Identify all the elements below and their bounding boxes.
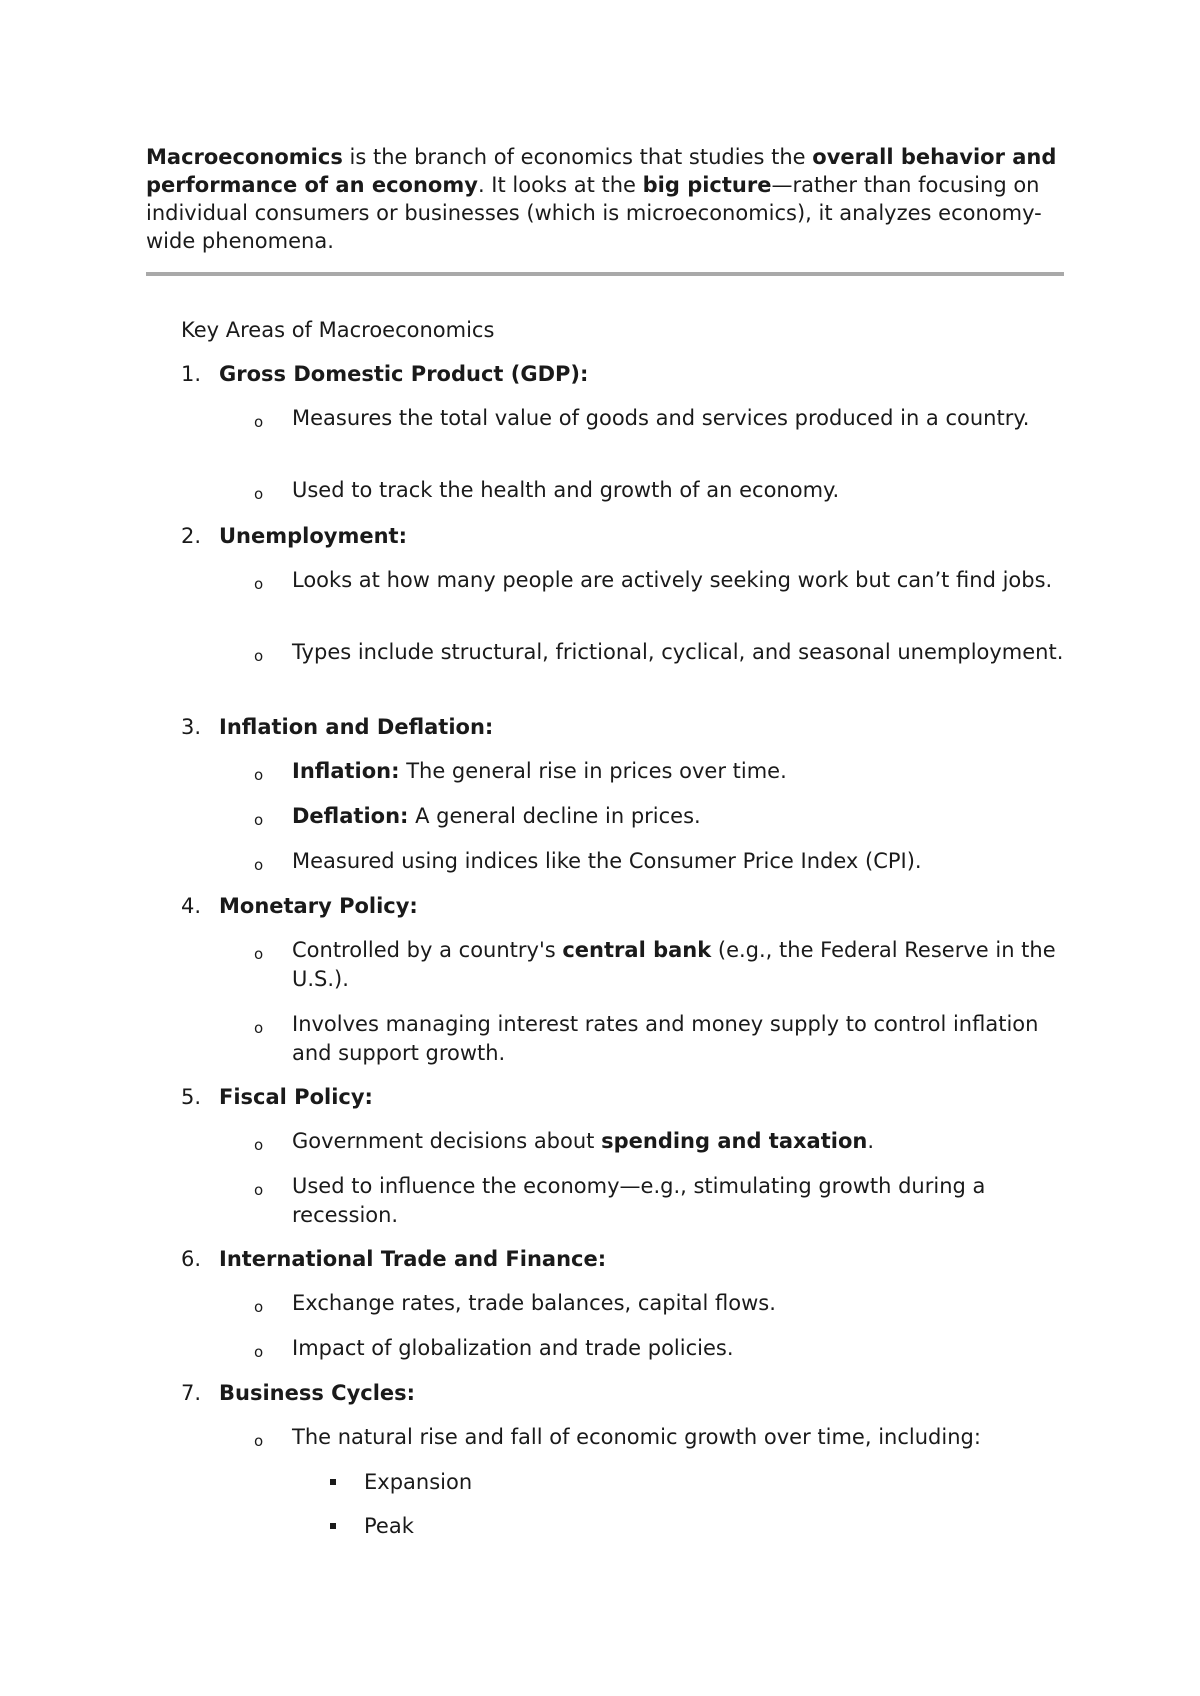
area-number: 1. — [181, 362, 202, 386]
area-heading-unemployment — [181, 522, 407, 550]
area-number: 3. — [181, 715, 202, 739]
bullet-marker: o — [254, 575, 264, 593]
sub-list-item — [330, 1512, 414, 1540]
area-heading-monetary-policy — [181, 892, 418, 920]
item-label: Deflation: — [292, 804, 409, 828]
list-item — [254, 404, 1074, 433]
area-number: 2. — [181, 524, 202, 548]
bullet-marker: o — [254, 1432, 264, 1450]
bullet-marker: o — [254, 1343, 264, 1361]
area-title: Monetary Policy: — [219, 894, 418, 918]
item-text — [292, 757, 1074, 786]
item-text: Types include structural, frictional, cyclical, and seasonal unemployment. — [292, 640, 1064, 664]
intro-term: Macroeconomics — [146, 145, 343, 169]
item-body: A general decline in prices. — [408, 804, 701, 828]
bullet-marker: o — [254, 811, 264, 829]
list-item — [254, 566, 1074, 595]
area-number: 7. — [181, 1381, 202, 1405]
item-body: . — [867, 1129, 875, 1153]
list-item — [254, 1423, 1074, 1452]
area-title: Business Cycles: — [219, 1381, 416, 1405]
item-emphasis: spending and taxation — [601, 1129, 868, 1153]
list-item — [254, 802, 1074, 831]
bullet-marker: o — [254, 856, 264, 874]
area-number: 4. — [181, 894, 202, 918]
item-text — [292, 1127, 1074, 1156]
list-item — [254, 757, 1074, 786]
list-item — [254, 1127, 1074, 1156]
bullet-marker: o — [254, 766, 264, 784]
sub-list-item — [330, 1468, 472, 1496]
area-heading-international-trade — [181, 1245, 606, 1273]
intro-text: —rather than focusing on individual consumers or businesses (which is microeconomics), it analyzes economy-wide phenomena. — [146, 173, 1042, 253]
area-title: Fiscal Policy: — [219, 1085, 373, 1109]
item-emphasis: central bank — [562, 938, 712, 962]
area-heading-inflation — [181, 713, 493, 741]
item-text: The natural rise and fall of economic growth over time, including: — [292, 1425, 981, 1449]
item-body: (e.g., the Federal Reserve in the U.S.). — [292, 938, 1056, 991]
section-title: Key Areas of Macroeconomics — [181, 318, 495, 342]
bullet-marker: o — [254, 1019, 264, 1037]
intro-emphasis: overall behavior and performance of an economy — [146, 145, 1057, 197]
area-number: 6. — [181, 1247, 202, 1271]
item-text: Looks at how many people are actively seeking work but can’t find jobs. — [292, 568, 1053, 592]
item-body: Controlled by a country's — [292, 938, 563, 962]
list-item — [254, 1289, 1074, 1318]
item-body: The general rise in prices over time. — [399, 759, 787, 783]
list-item — [254, 1172, 1074, 1230]
list-item — [254, 1334, 1074, 1363]
sub-item-text: Expansion — [364, 1470, 473, 1494]
item-text — [292, 802, 1074, 831]
bullet-marker: o — [254, 485, 264, 503]
bullet-marker: o — [254, 1181, 264, 1199]
item-text: Used to influence the economy—e.g., stimulating growth during a recession. — [292, 1174, 986, 1227]
item-text: Exchange rates, trade balances, capital flows. — [292, 1291, 776, 1315]
area-title: International Trade and Finance: — [219, 1247, 607, 1271]
intro-paragraph — [146, 143, 1076, 255]
item-text: Used to track the health and growth of an economy. — [292, 478, 840, 502]
area-number: 5. — [181, 1085, 202, 1109]
area-title: Unemployment: — [219, 524, 407, 548]
list-item — [254, 638, 1074, 667]
intro-text: is the branch of economics that studies the — [342, 145, 813, 169]
item-text — [292, 936, 1074, 994]
bullet-marker: o — [254, 945, 264, 963]
square-bullet-icon — [330, 1523, 336, 1529]
list-item — [254, 1010, 1074, 1068]
item-text: Involves managing interest rates and money supply to control inflation and support growth. — [292, 1012, 1039, 1065]
area-title: Gross Domestic Product (GDP): — [219, 362, 589, 386]
bullet-marker: o — [254, 647, 264, 665]
horizontal-rule — [146, 272, 1064, 276]
item-text: Measured using indices like the Consumer Price Index (CPI). — [292, 849, 922, 873]
item-text: Impact of globalization and trade policies. — [292, 1336, 734, 1360]
area-title: Inflation and Deflation: — [219, 715, 494, 739]
item-text: Measures the total value of goods and services produced in a country. — [292, 406, 1030, 430]
item-label: Inflation: — [292, 759, 400, 783]
intro-text: . It looks at the — [477, 173, 643, 197]
bullet-marker: o — [254, 1298, 264, 1316]
area-heading-gdp — [181, 360, 588, 388]
item-body: Government decisions about — [292, 1129, 602, 1153]
area-heading-business-cycles — [181, 1379, 415, 1407]
list-item — [254, 847, 1074, 876]
list-item — [254, 476, 1074, 505]
square-bullet-icon — [330, 1479, 336, 1485]
bullet-marker: o — [254, 413, 264, 431]
list-item — [254, 936, 1074, 994]
sub-item-text: Peak — [364, 1514, 414, 1538]
area-heading-fiscal-policy — [181, 1083, 373, 1111]
intro-emphasis: big picture — [642, 173, 772, 197]
bullet-marker: o — [254, 1136, 264, 1154]
